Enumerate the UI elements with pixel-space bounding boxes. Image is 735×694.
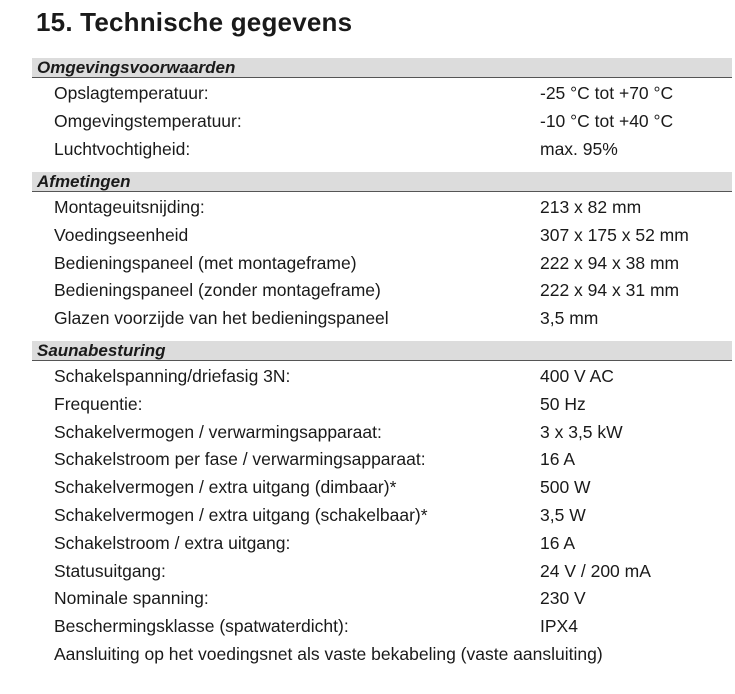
spec-value: 213 x 82 mm <box>540 197 642 217</box>
spec-label: Voedingseenheid <box>54 224 189 245</box>
spec-label: Statusuitgang: <box>54 560 166 581</box>
section-heading: Omgevingsvoorwaarden <box>32 58 732 78</box>
section-omgevingsvoorwaarden <box>0 58 735 163</box>
spec-row <box>0 80 735 108</box>
section-heading: Afmetingen <box>32 172 732 192</box>
spec-value: 3,5 mm <box>540 308 599 329</box>
spec-footer-note: Aansluiting op het voedingsnet als vaste bekabeling (vaste aansluiting) <box>54 643 603 664</box>
spec-row <box>0 250 735 278</box>
spec-value: 3 x 3,5 kW <box>540 421 623 442</box>
spec-value: 3,5 W <box>540 504 586 525</box>
spec-value: -25 °C tot +70 °C <box>540 83 674 103</box>
spec-label: Schakelvermogen / extra uitgang (schakelbaar)* <box>54 504 428 525</box>
spec-row <box>0 363 735 391</box>
spec-footer-row <box>0 641 735 669</box>
spec-row <box>0 613 735 641</box>
spec-row <box>0 222 735 250</box>
spec-row <box>0 419 735 447</box>
spec-value: 16 A <box>540 532 576 553</box>
spec-row <box>0 558 735 586</box>
spec-label: Schakelvermogen / extra uitgang (dimbaar)* <box>54 477 397 498</box>
spec-value: 50 Hz <box>540 393 586 414</box>
section-heading: Saunabesturing <box>32 341 732 361</box>
spec-row <box>0 585 735 613</box>
spec-value: IPX4 <box>540 616 578 637</box>
spec-row <box>0 305 735 333</box>
spec-value: 500 W <box>540 477 591 498</box>
spec-row <box>0 136 735 164</box>
spec-label: Schakelstroom per fase / verwarmingsapparaat: <box>54 449 426 470</box>
spec-value: -10 °C tot +40 °C <box>540 110 674 131</box>
spec-value: 400 V AC <box>540 366 614 386</box>
spec-value: 230 V <box>540 588 586 609</box>
section-afmetingen <box>0 172 735 333</box>
spec-label: Luchtvochtigheid: <box>54 138 191 159</box>
spec-label: Omgevingstemperatuur: <box>54 110 242 131</box>
spec-value: 307 x 175 x 52 mm <box>540 224 689 245</box>
spec-row <box>0 474 735 502</box>
spec-value: 222 x 94 x 38 mm <box>540 252 680 273</box>
spec-row <box>0 530 735 558</box>
spec-label: Schakelspanning/driefasig 3N: <box>54 366 291 386</box>
section-saunabesturing <box>0 341 735 669</box>
spec-label: Opslagtemperatuur: <box>54 83 209 103</box>
spec-label: Montageuitsnijding: <box>54 197 205 217</box>
spec-label: Glazen voorzijde van het bedieningspaneel <box>54 308 389 329</box>
spec-row <box>0 391 735 419</box>
spec-label: Frequentie: <box>54 393 143 414</box>
spec-row <box>0 277 735 305</box>
spec-value: 24 V / 200 mA <box>540 560 651 581</box>
spec-value: 16 A <box>540 449 576 470</box>
spec-row <box>0 446 735 474</box>
spec-row <box>0 194 735 222</box>
spec-label: Schakelvermogen / verwarmingsapparaat: <box>54 421 382 442</box>
spec-label: Bedieningspaneel (zonder montageframe) <box>54 280 381 301</box>
spec-label: Nominale spanning: <box>54 588 209 609</box>
spec-label: Beschermingsklasse (spatwaterdicht): <box>54 616 349 637</box>
spec-row <box>0 108 735 136</box>
page-title: 15. Technische gegevens <box>36 7 353 37</box>
spec-value: 222 x 94 x 31 mm <box>540 280 680 301</box>
spec-label: Bedieningspaneel (met montageframe) <box>54 252 357 273</box>
spec-value: max. 95% <box>540 138 618 159</box>
spec-label: Schakelstroom / extra uitgang: <box>54 532 291 553</box>
spec-row <box>0 502 735 530</box>
